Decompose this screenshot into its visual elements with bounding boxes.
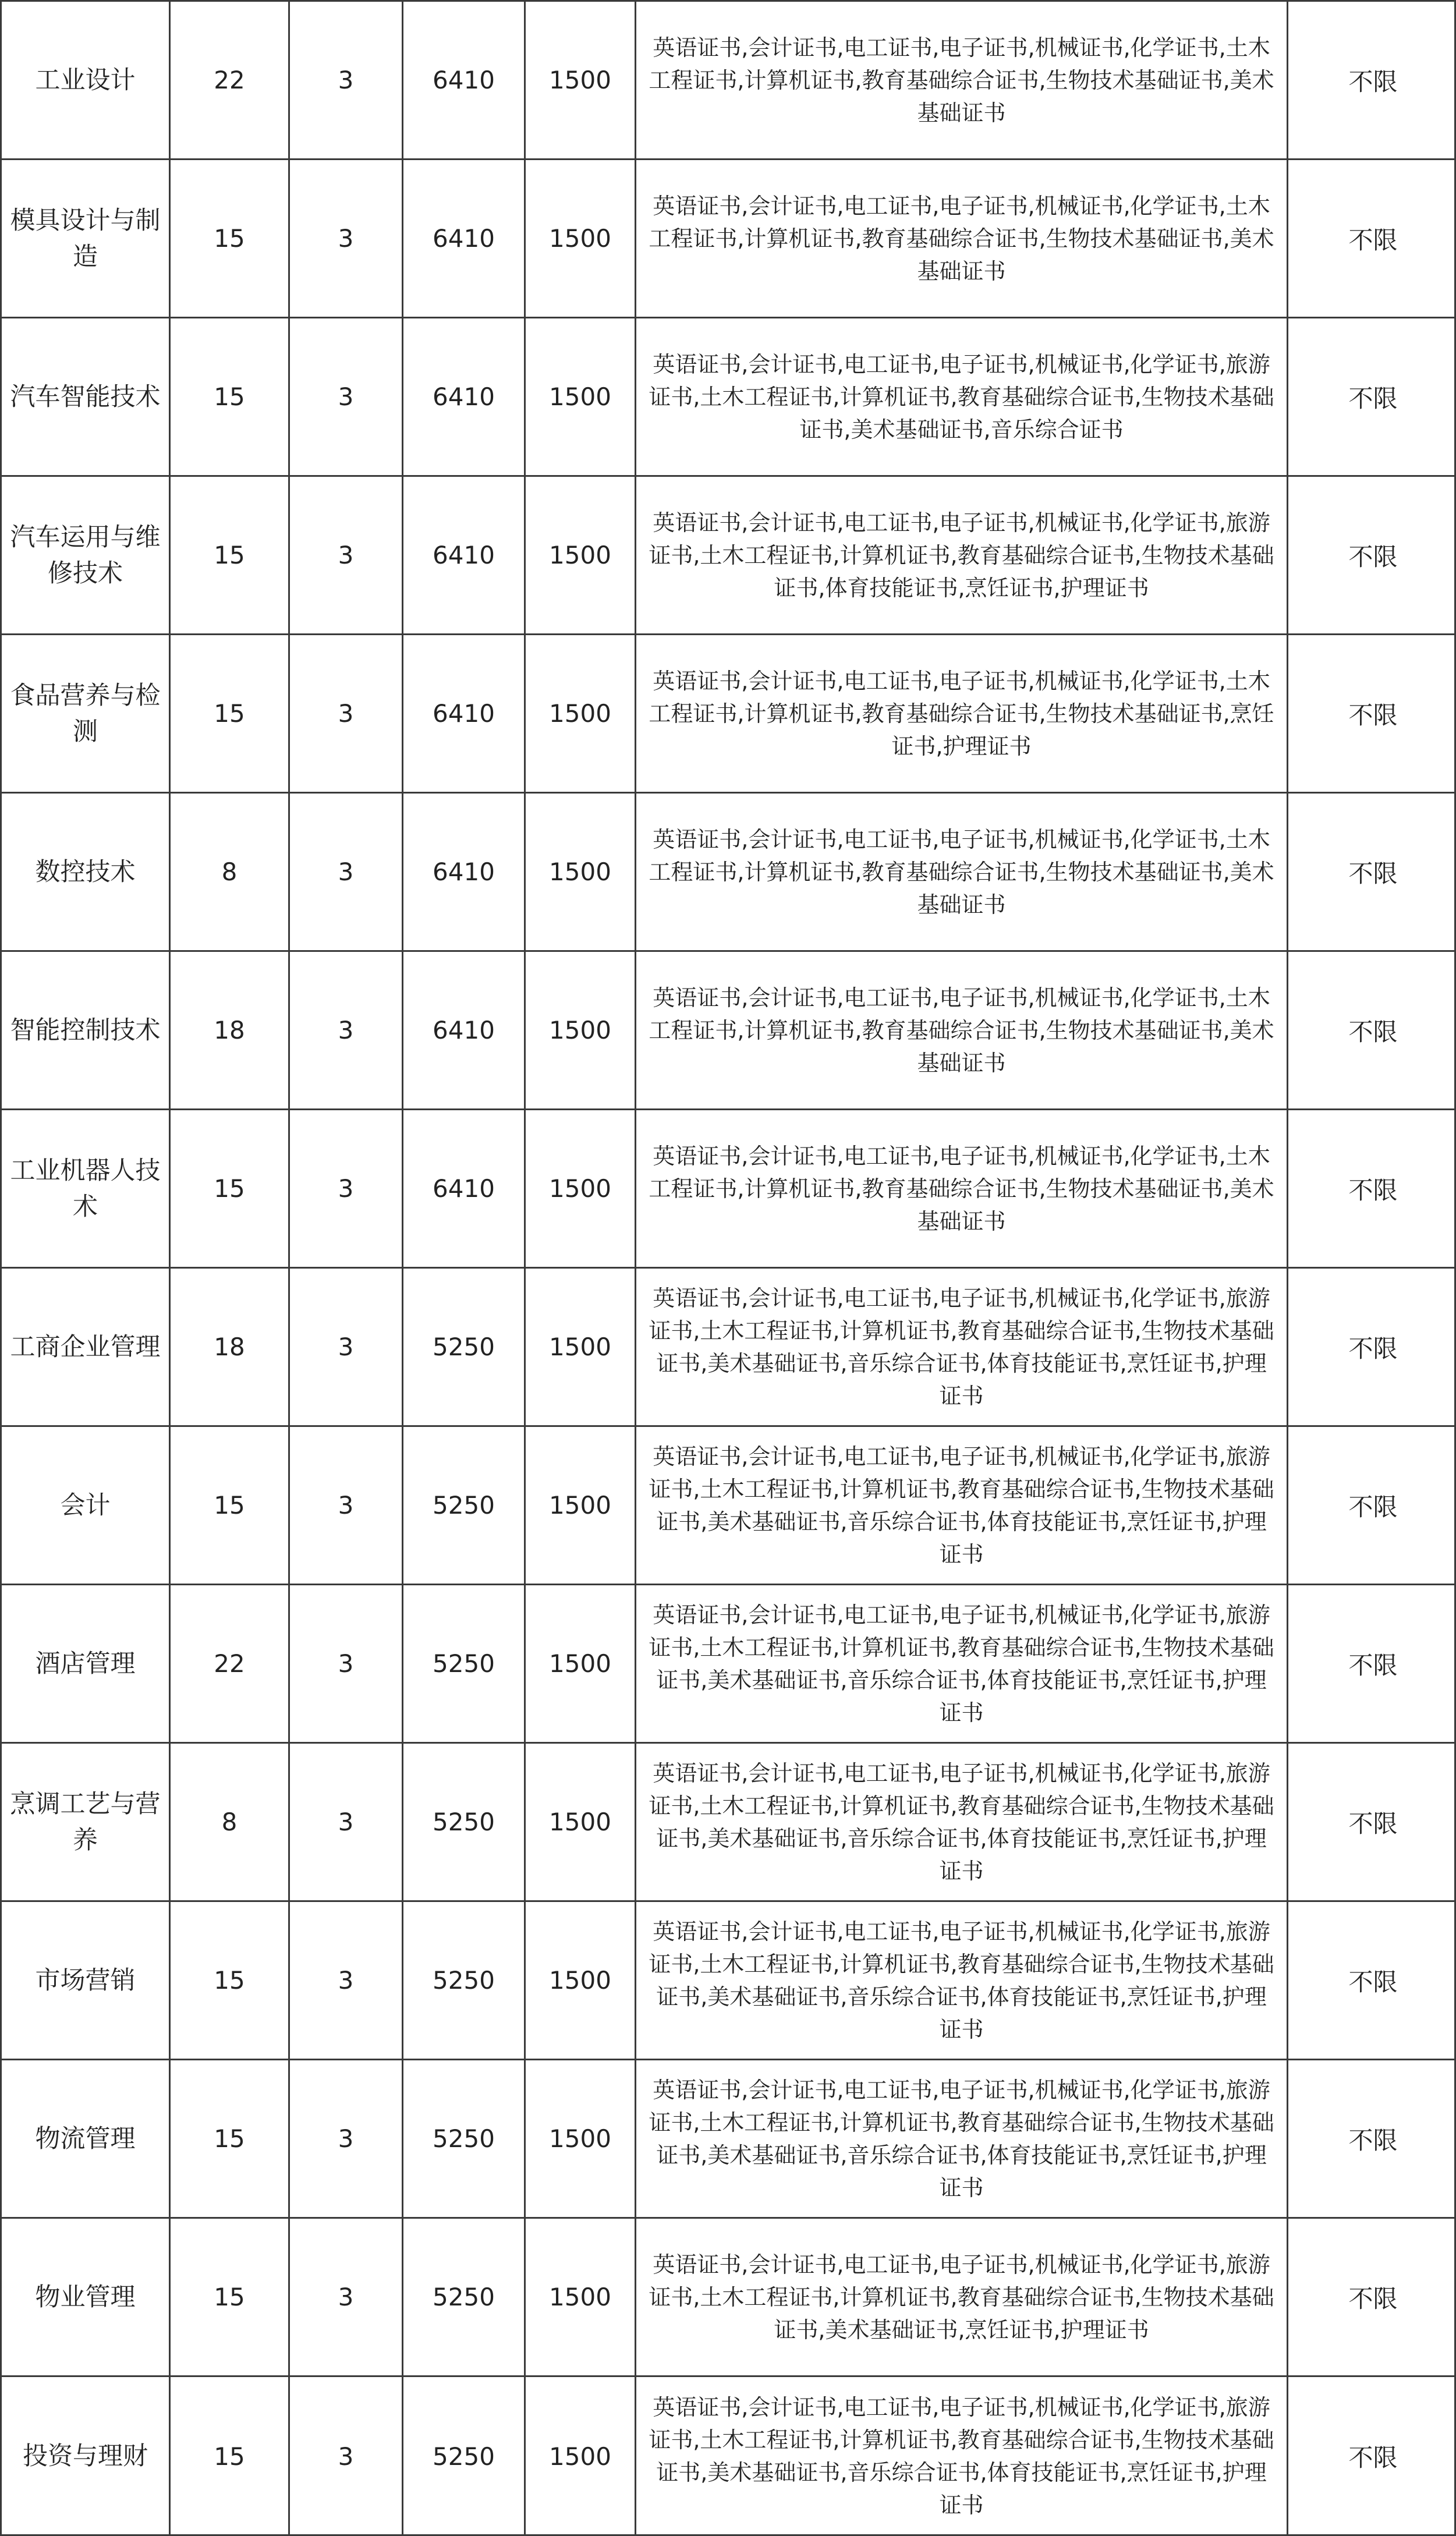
certificates-cell: 英语证书,会计证书,电工证书,电子证书,机械证书,化学证书,旅游证书,土木工程证书,计算机证书,教育基础综合证书,生物技术基础证书,美术基础证书,音乐综合证书,体育技能证书,烹饪证书,护理证书 [636,1427,1288,1584]
table-row [2,160,1454,318]
major-cell: 物流管理 [2,2060,171,2217]
certificates-cell: 英语证书,会计证书,电工证书,电子证书,机械证书,化学证书,土木工程证书,计算机证书,教育基础综合证书,生物技术基础证书,美术基础证书 [636,952,1288,1108]
major-cell: 工业设计 [2,2,171,158]
table-row [2,952,1454,1110]
fee-cell: 1500 [526,952,636,1108]
fee-cell: 1500 [526,2,636,158]
tuition-cell: 6410 [403,318,526,475]
quota-cell: 15 [171,1427,290,1584]
limit-cell: 不限 [1348,700,1398,729]
quota-cell: 22 [171,2,290,158]
years-cell: 3 [290,952,403,1108]
quota-cell: 15 [171,318,290,475]
years-cell: 3 [290,318,403,475]
major-cell: 酒店管理 [2,1585,171,1742]
major-cell: 数控技术 [2,794,171,950]
table-row [2,1902,1454,2060]
years-cell: 3 [290,2,403,158]
certificates-cell: 英语证书,会计证书,电工证书,电子证书,机械证书,化学证书,土木工程证书,计算机证书,教育基础综合证书,生物技术基础证书,烹饪证书,护理证书 [636,635,1288,792]
major-cell: 模具设计与制造 [2,160,171,317]
quota-cell: 18 [171,952,290,1108]
certificates-cell: 英语证书,会计证书,电工证书,电子证书,机械证书,化学证书,旅游证书,土木工程证书,计算机证书,教育基础综合证书,生物技术基础证书,美术基础证书,音乐综合证书,体育技能证书,烹饪证书,护理证书 [636,2377,1288,2535]
limit-cell: 不限 [1348,225,1398,254]
tuition-cell: 6410 [403,794,526,950]
years-cell: 3 [290,1744,403,1900]
fee-cell: 1500 [526,1744,636,1900]
certificates-cell: 英语证书,会计证书,电工证书,电子证书,机械证书,化学证书,旅游证书,土木工程证书,计算机证书,教育基础综合证书,生物技术基础证书,美术基础证书,音乐综合证书,体育技能证书,烹饪证书,护理证书 [636,1585,1288,1742]
table-row [2,1269,1454,1427]
years-cell: 3 [290,635,403,792]
major-cell: 工业机器人技术 [2,1110,171,1267]
certificates-cell: 英语证书,会计证书,电工证书,电子证书,机械证书,化学证书,旅游证书,土木工程证书,计算机证书,教育基础综合证书,生物技术基础证书,体育技能证书,烹饪证书,护理证书 [636,477,1288,633]
table-row [2,318,1454,477]
quota-cell: 8 [171,794,290,950]
major-cell: 汽车智能技术 [2,318,171,475]
limit-cell: 不限 [1348,1650,1398,1680]
major-cell: 会计 [2,1427,171,1584]
certificates-cell: 英语证书,会计证书,电工证书,电子证书,机械证书,化学证书,土木工程证书,计算机证书,教育基础综合证书,生物技术基础证书,美术基础证书 [636,160,1288,317]
tuition-cell: 5250 [403,1427,526,1584]
table-row [2,794,1454,952]
tuition-cell: 6410 [403,477,526,633]
quota-cell: 15 [171,2060,290,2217]
limit-cell: 不限 [1348,2284,1398,2313]
major-cell: 投资与理财 [2,2377,171,2535]
tuition-cell: 6410 [403,635,526,792]
years-cell: 3 [290,160,403,317]
tuition-cell: 6410 [403,160,526,317]
tuition-cell: 6410 [403,1110,526,1267]
fee-cell: 1500 [526,160,636,317]
years-cell: 3 [290,1427,403,1584]
quota-cell: 15 [171,2377,290,2535]
quota-cell: 8 [171,1744,290,1900]
quota-cell: 15 [171,477,290,633]
certificates-cell: 英语证书,会计证书,电工证书,电子证书,机械证书,化学证书,旅游证书,土木工程证书,计算机证书,教育基础综合证书,生物技术基础证书,美术基础证书,音乐综合证书,体育技能证书,烹饪证书,护理证书 [636,1744,1288,1900]
major-cell: 工商企业管理 [2,1269,171,1425]
years-cell: 3 [290,1269,403,1425]
table-row [2,477,1454,635]
quota-cell: 15 [171,1110,290,1267]
quota-cell: 15 [171,1902,290,2059]
fee-cell: 1500 [526,794,636,950]
tuition-cell: 6410 [403,952,526,1108]
fee-cell: 1500 [526,1427,636,1584]
limit-cell: 不限 [1348,859,1398,888]
table-row [2,1110,1454,1269]
fee-cell: 1500 [526,635,636,792]
years-cell: 3 [290,2060,403,2217]
tuition-cell: 5250 [403,1585,526,1742]
table-row [2,2377,1454,2535]
certificates-cell: 英语证书,会计证书,电工证书,电子证书,机械证书,化学证书,旅游证书,土木工程证书,计算机证书,教育基础综合证书,生物技术基础证书,美术基础证书,音乐综合证书,体育技能证书,烹饪证书,护理证书 [636,1902,1288,2059]
fee-cell: 1500 [526,1585,636,1742]
quota-cell: 15 [171,2219,290,2375]
quota-cell: 15 [171,635,290,792]
tuition-cell: 5250 [403,2377,526,2535]
table-row [2,1585,1454,1744]
table-row [2,1744,1454,1902]
table-row [2,2060,1454,2219]
limit-cell: 不限 [1348,1809,1398,1838]
major-cell: 食品营养与检测 [2,635,171,792]
years-cell: 3 [290,477,403,633]
certificates-cell: 英语证书,会计证书,电工证书,电子证书,机械证书,化学证书,土木工程证书,计算机证书,教育基础综合证书,生物技术基础证书,美术基础证书 [636,1110,1288,1267]
tuition-cell: 5250 [403,2060,526,2217]
table-row [2,1427,1454,1585]
major-cell: 烹调工艺与营养 [2,1744,171,1900]
fee-cell: 1500 [526,1110,636,1267]
major-cell: 物业管理 [2,2219,171,2375]
fee-cell: 1500 [526,1902,636,2059]
table-row [2,2,1454,160]
years-cell: 3 [290,2377,403,2535]
major-cell: 智能控制技术 [2,952,171,1108]
tuition-cell: 5250 [403,1902,526,2059]
tuition-cell: 5250 [403,2219,526,2375]
limit-cell: 不限 [1348,1967,1398,1996]
years-cell: 3 [290,1585,403,1742]
certificates-cell: 英语证书,会计证书,电工证书,电子证书,机械证书,化学证书,土木工程证书,计算机证书,教育基础综合证书,生物技术基础证书,美术基础证书 [636,2,1288,158]
certificates-cell: 英语证书,会计证书,电工证书,电子证书,机械证书,化学证书,土木工程证书,计算机证书,教育基础综合证书,生物技术基础证书,美术基础证书 [636,794,1288,950]
fee-cell: 1500 [526,1269,636,1425]
limit-cell: 不限 [1348,1175,1398,1205]
certificates-cell: 英语证书,会计证书,电工证书,电子证书,机械证书,化学证书,旅游证书,土木工程证书,计算机证书,教育基础综合证书,生物技术基础证书,美术基础证书,音乐综合证书,体育技能证书,烹饪证书,护理证书 [636,2060,1288,2217]
fee-cell: 1500 [526,2219,636,2375]
limit-cell: 不限 [1348,1492,1398,1521]
certificates-cell: 英语证书,会计证书,电工证书,电子证书,机械证书,化学证书,旅游证书,土木工程证书,计算机证书,教育基础综合证书,生物技术基础证书,美术基础证书,音乐综合证书 [636,318,1288,475]
certificates-cell: 英语证书,会计证书,电工证书,电子证书,机械证书,化学证书,旅游证书,土木工程证书,计算机证书,教育基础综合证书,生物技术基础证书,美术基础证书,烹饪证书,护理证书 [636,2219,1288,2375]
limit-cell: 不限 [1348,2443,1398,2472]
limit-cell: 不限 [1348,1017,1398,1046]
years-cell: 3 [290,2219,403,2375]
table-row [2,635,1454,794]
years-cell: 3 [290,1902,403,2059]
tuition-cell: 6410 [403,2,526,158]
limit-cell: 不限 [1348,384,1398,413]
major-cell: 市场营销 [2,1902,171,2059]
major-cell: 汽车运用与维修技术 [2,477,171,633]
years-cell: 3 [290,794,403,950]
limit-cell: 不限 [1348,542,1398,571]
tuition-cell: 5250 [403,1269,526,1425]
table-row [2,2219,1454,2377]
quota-cell: 22 [171,1585,290,1742]
years-cell: 3 [290,1110,403,1267]
tuition-cell: 5250 [403,1744,526,1900]
quota-cell: 18 [171,1269,290,1425]
quota-cell: 15 [171,160,290,317]
limit-cell: 不限 [1348,2126,1398,2155]
limit-cell: 不限 [1348,1334,1398,1363]
fee-cell: 1500 [526,318,636,475]
limit-cell: 不限 [1348,67,1398,96]
fee-cell: 1500 [526,2377,636,2535]
certificates-cell: 英语证书,会计证书,电工证书,电子证书,机械证书,化学证书,旅游证书,土木工程证书,计算机证书,教育基础综合证书,生物技术基础证书,美术基础证书,音乐综合证书,体育技能证书,烹饪证书,护理证书 [636,1269,1288,1425]
fee-cell: 1500 [526,477,636,633]
fee-cell: 1500 [526,2060,636,2217]
